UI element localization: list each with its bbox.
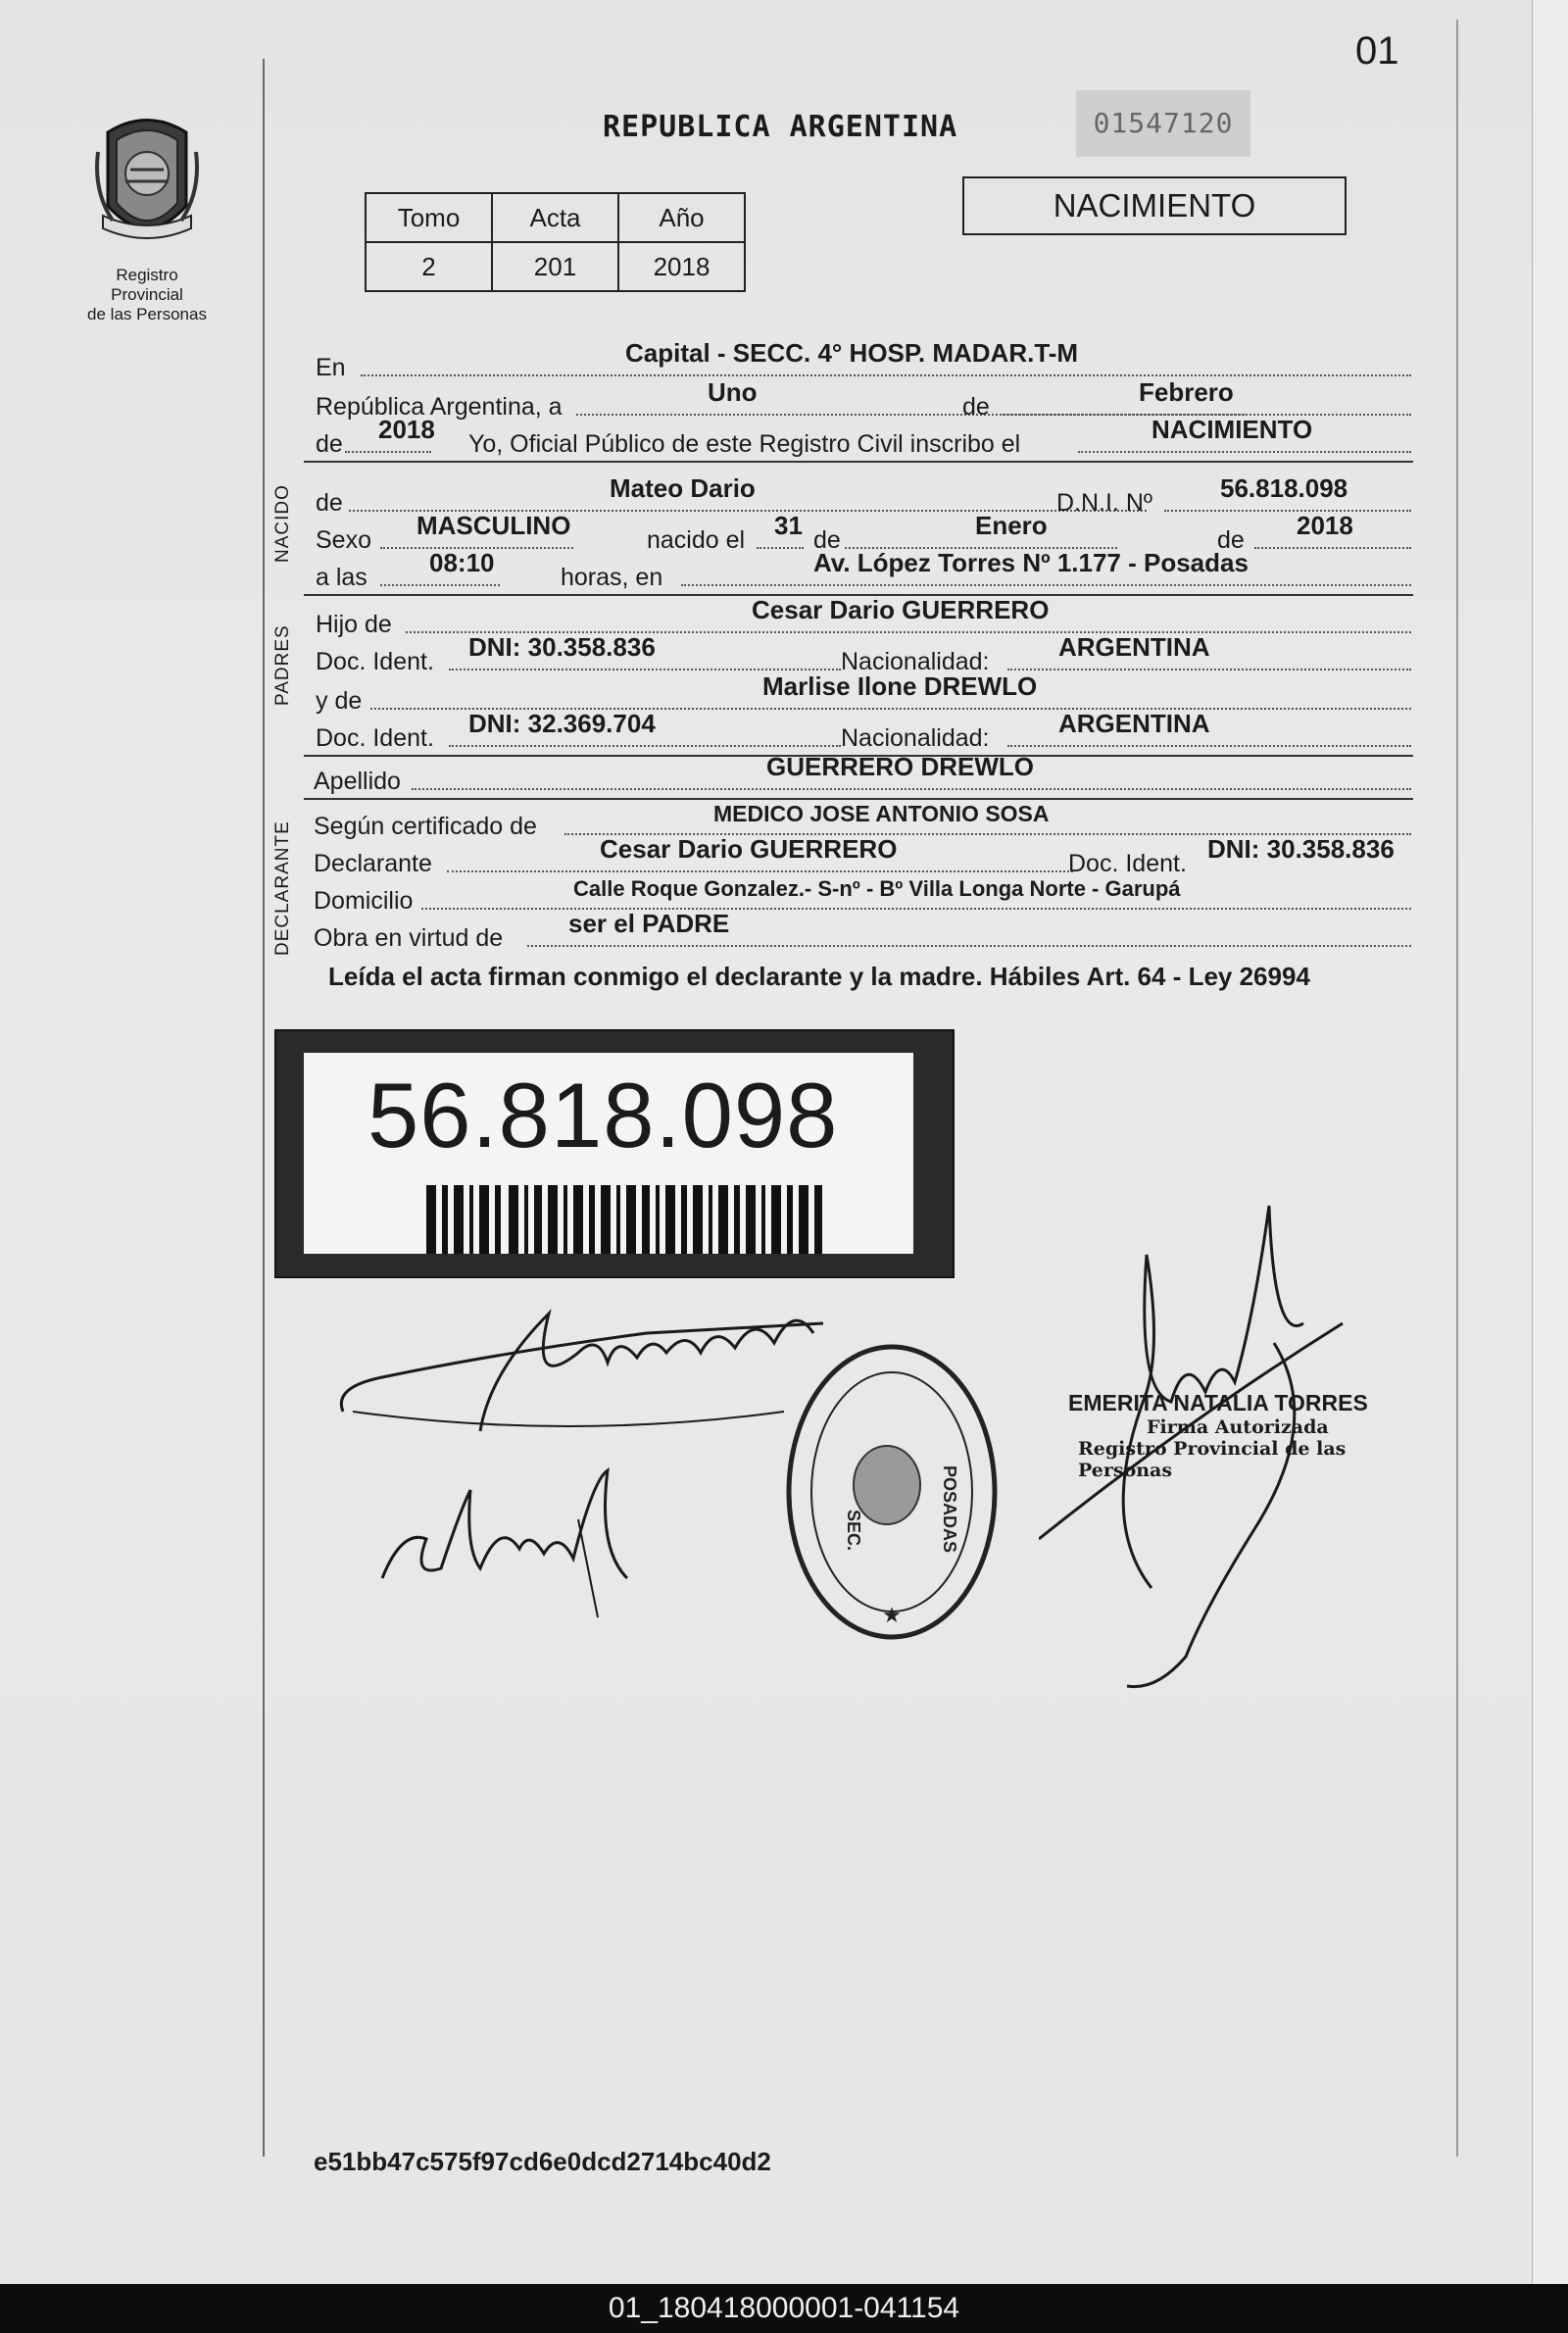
domicilio-value: Calle Roque Gonzalez.- S-nº - Bº Villa Longa Norte - Garupá (573, 876, 1181, 901)
cert-label: Según certificado de (314, 813, 537, 840)
row-mother-doc (314, 709, 1411, 753)
table-header-tomo: Tomo (366, 193, 492, 242)
row-en (314, 338, 1411, 382)
mother-nationality: ARGENTINA (1058, 709, 1210, 738)
nacido-el-label: nacido el (647, 526, 746, 554)
en-value: Capital - SECC. 4° HOSP. MADAR.T-M (625, 338, 1079, 368)
a-las-label: a las (316, 564, 368, 591)
birth-time: 08:10 (429, 548, 495, 577)
row-domicilio (314, 876, 1411, 916)
father-doc: DNI: 30.358.836 (468, 632, 656, 662)
obra-value: ser el PADRE (568, 909, 730, 938)
page-number: 01 (1355, 29, 1399, 73)
section-padres: PADRES (272, 624, 293, 706)
row-hora (314, 548, 1411, 592)
dni-label: D.N.I. Nº (1056, 489, 1153, 517)
mother-signature-icon (372, 1461, 647, 1627)
serial-number: 01547120 (1076, 90, 1250, 157)
inscribe-value: NACIMIENTO (1152, 415, 1313, 444)
svg-text:★: ★ (882, 1604, 902, 1628)
table-header-ano: Año (618, 193, 745, 242)
legal-note: Leída el acta firman conmigo el declarante y la madre. Hábiles Art. 64 - Ley 26994 (328, 962, 1310, 991)
mother-nat-label: Nacionalidad: (841, 724, 990, 752)
mother-doc: DNI: 32.369.704 (468, 709, 656, 738)
birth-month: Enero (975, 511, 1048, 540)
de-label: de (962, 393, 990, 421)
table-value-acta: 201 (492, 242, 618, 291)
official-role: Firma Autorizada (1147, 1416, 1329, 1438)
table-value-row (366, 242, 745, 291)
page-edge (1532, 0, 1568, 2284)
provincial-logo (78, 113, 216, 324)
logo-caption-2: de las Personas (87, 305, 207, 323)
obra-label: Obra en virtud de (314, 924, 504, 952)
apellido-label: Apellido (314, 768, 401, 795)
table-header-acta: Acta (492, 193, 618, 242)
y-de-label: y de (316, 687, 363, 715)
document-title: REPUBLICA ARGENTINA (603, 110, 958, 144)
father-nationality: ARGENTINA (1058, 632, 1210, 662)
apellido-value: GUERRERO DREWLO (766, 752, 1034, 781)
logo-caption-1: Registro Provincial (111, 266, 183, 304)
left-margin-line (263, 59, 265, 2157)
table-value-ano: 2018 (618, 242, 745, 291)
sexo-value: MASCULINO (416, 511, 571, 540)
birth-de2-label: de (1217, 526, 1245, 554)
row-obra (314, 909, 1411, 953)
child-dni: 56.818.098 (1220, 473, 1348, 503)
father-name: Cesar Dario GUERRERO (752, 595, 1050, 624)
dni-label-sticker (274, 1029, 955, 1278)
right-margin-line (1456, 20, 1458, 2157)
registry-round-stamp-icon (779, 1338, 1004, 1647)
birth-place: Av. López Torres Nº 1.177 - Posadas (813, 548, 1249, 577)
svg-text:POSADAS: POSADAS (940, 1465, 959, 1554)
row-apellido (314, 752, 1411, 796)
svg-text:SEC.: SEC. (844, 1510, 863, 1552)
dni-number-large: 56.818.098 (368, 1064, 839, 1166)
year-value: 2018 (378, 415, 435, 444)
declarant-signature-icon (323, 1294, 843, 1461)
declarante-value: Cesar Dario GUERRERO (600, 834, 898, 864)
horas-label: horas, en (561, 564, 663, 591)
section-declarante: DECLARANTE (272, 820, 293, 956)
en-label: En (316, 354, 346, 381)
document-hash: e51bb47c575f97cd6e0dcd2714bc40d2 (314, 2147, 771, 2176)
domicilio-label: Domicilio (314, 887, 414, 915)
yo-text: Yo, Oficial Público de este Registro Civil inscribo el (468, 430, 1021, 458)
nacido-de-label: de (316, 489, 343, 517)
republica-label: República Argentina, a (316, 393, 563, 421)
footer-filename: 01_180418000001-041154 (0, 2284, 1568, 2333)
barcode-icon (426, 1185, 828, 1254)
birth-year: 2018 (1297, 511, 1353, 540)
father-nat-label: Nacionalidad: (841, 648, 990, 675)
sexo-label: Sexo (316, 526, 371, 554)
birth-day: 31 (774, 511, 803, 540)
row-year (314, 415, 1411, 459)
mother-name: Marlise Ilone DREWLO (762, 671, 1038, 701)
declarante-label: Declarante (314, 850, 432, 877)
row-declarante (314, 834, 1411, 878)
table-value-tomo: 2 (366, 242, 492, 291)
official-stamp (1068, 1390, 1421, 1481)
row-father-doc (314, 632, 1411, 676)
birth-de-label: de (813, 526, 841, 554)
hijo-de-label: Hijo de (316, 611, 392, 638)
table-header-row (366, 193, 745, 242)
month-value: Febrero (1139, 377, 1234, 407)
official-name: EMERITA NATALIA TORRES (1068, 1390, 1368, 1415)
provincial-seal-icon (93, 113, 201, 255)
day-value: Uno (708, 377, 758, 407)
declarante-doc: DNI: 30.358.836 (1207, 834, 1395, 864)
declarante-doc-label: Doc. Ident. (1068, 850, 1187, 877)
registry-table (365, 192, 746, 292)
de2-label: de (316, 430, 343, 458)
mother-doc-label: Doc. Ident. (316, 724, 434, 752)
cert-value: MEDICO JOSE ANTONIO SOSA (713, 801, 1050, 826)
section-nacido: NACIDO (272, 484, 293, 563)
father-doc-label: Doc. Ident. (316, 648, 434, 675)
document-type-box: NACIMIENTO (962, 176, 1347, 235)
child-name: Mateo Dario (610, 473, 756, 503)
official-office: Registro Provincial de las Personas (1078, 1438, 1347, 1481)
